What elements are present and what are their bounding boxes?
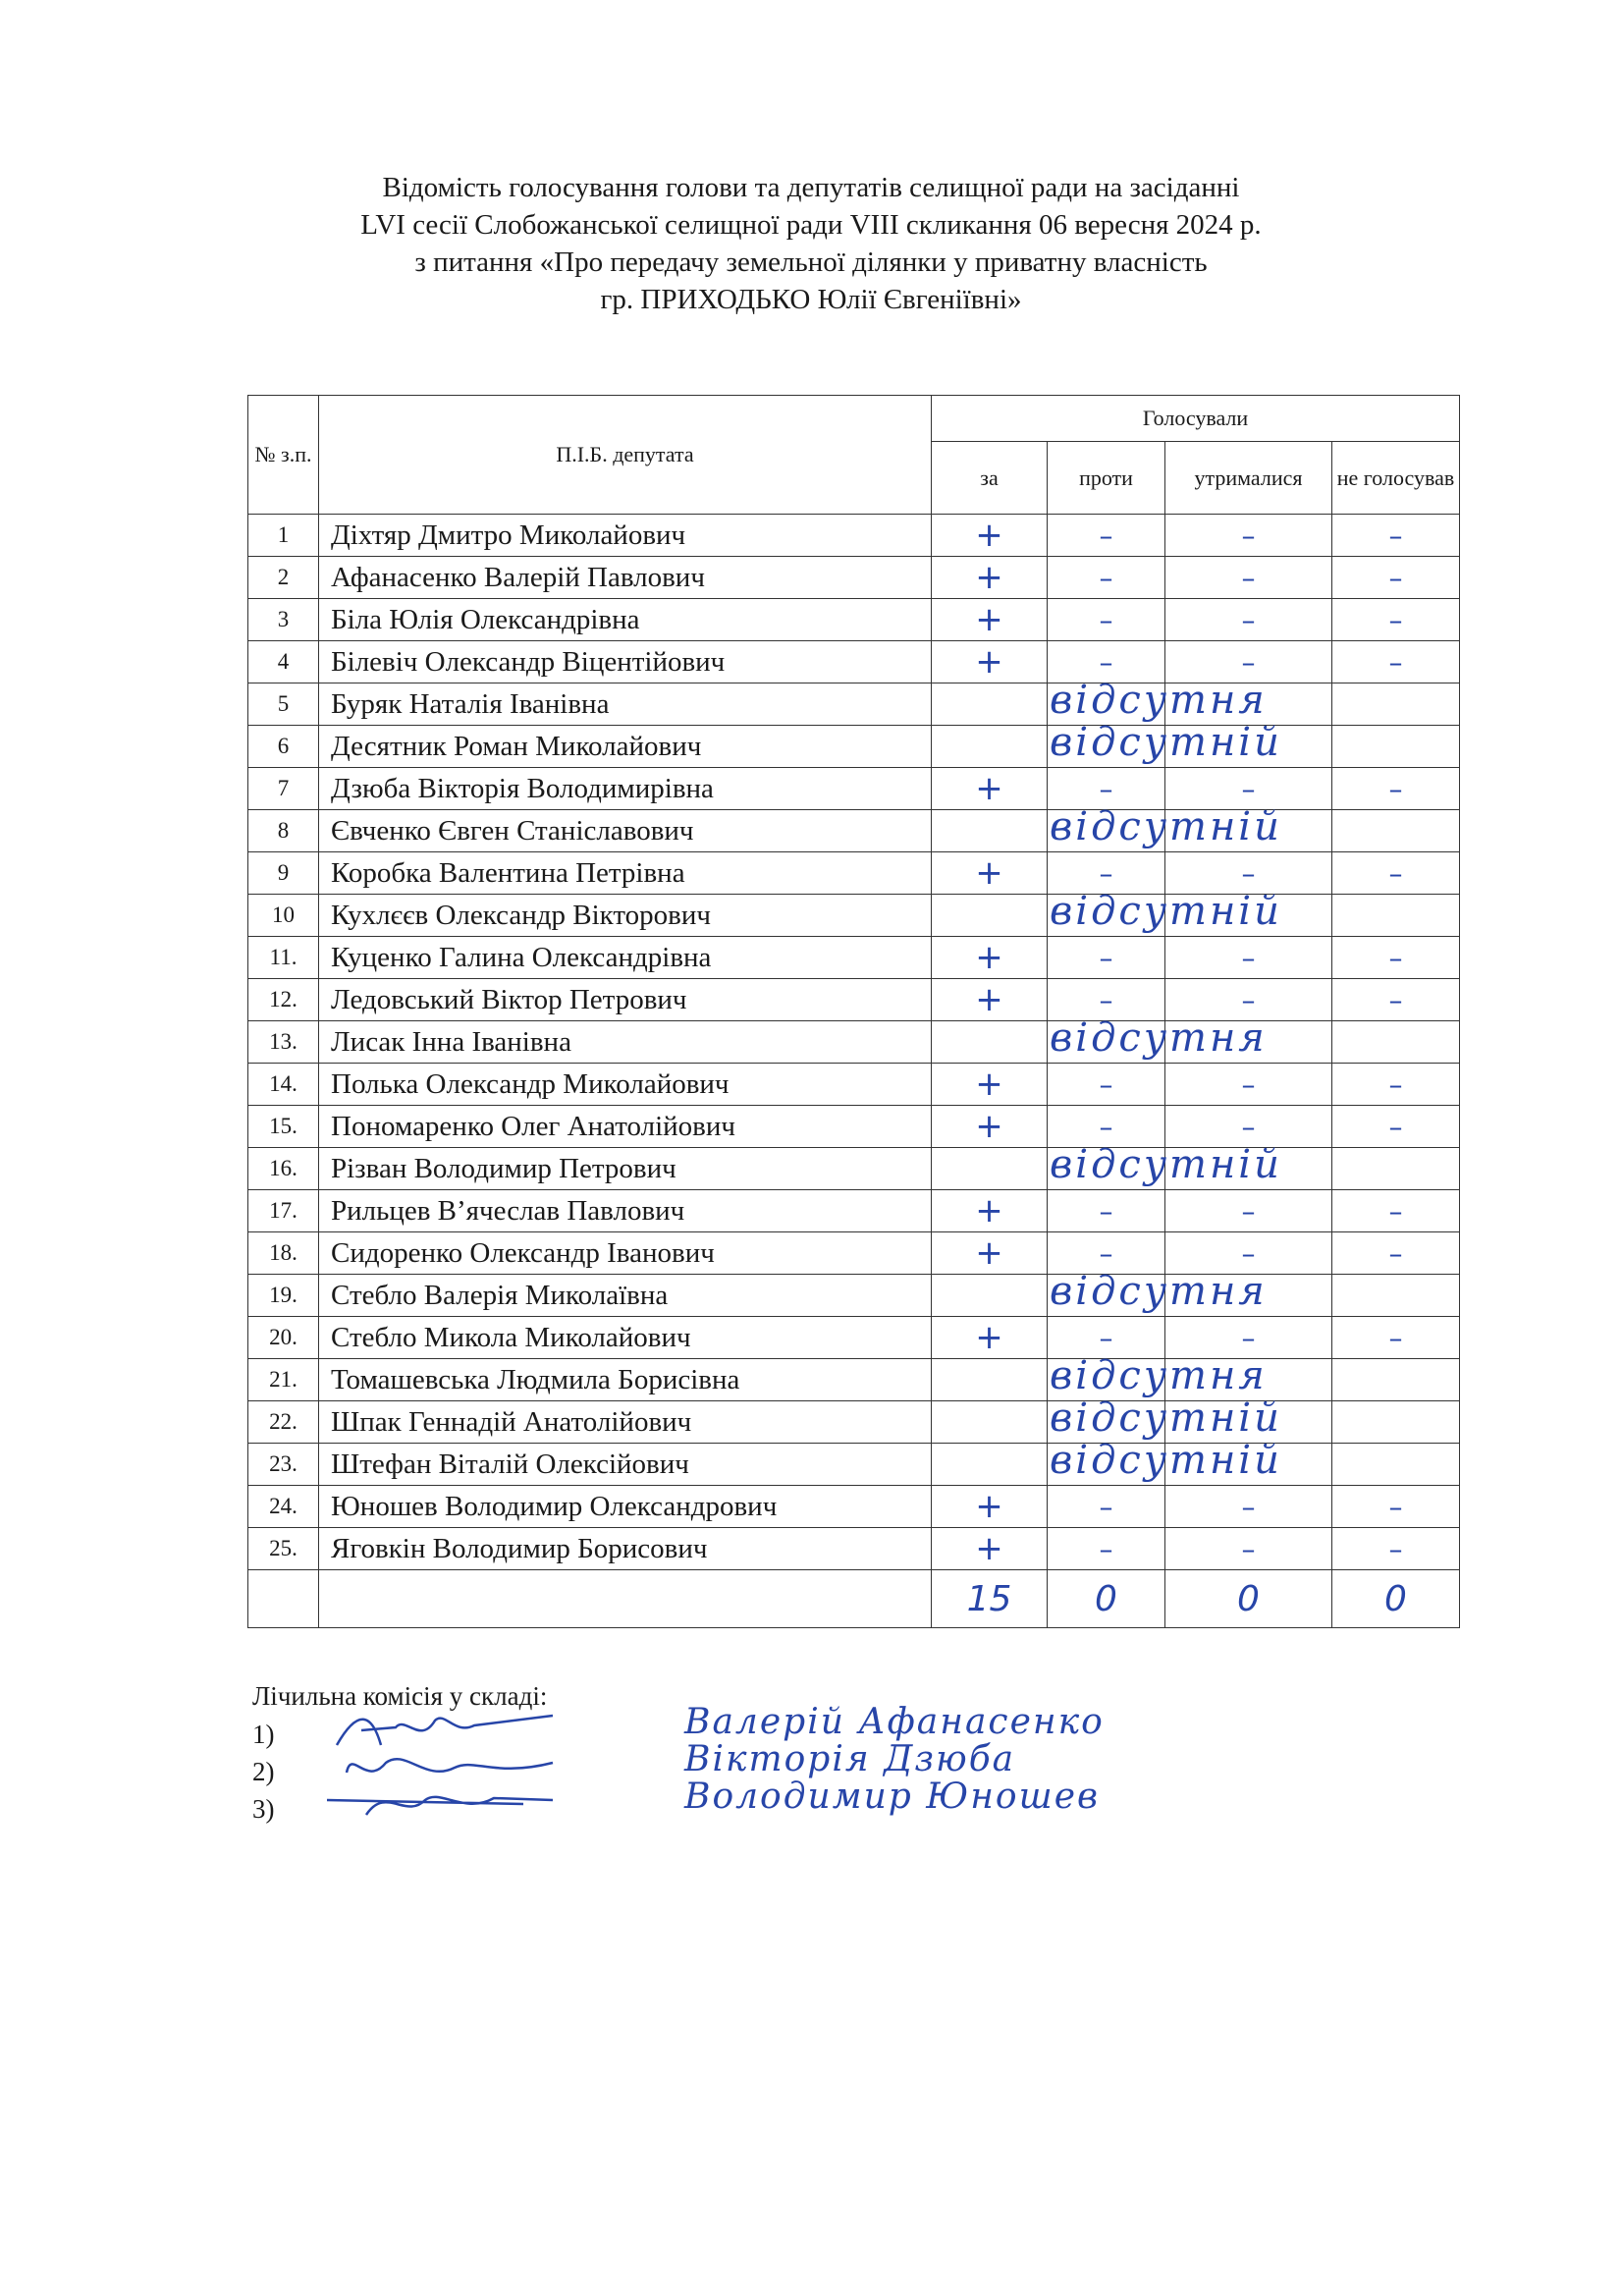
vote-abstained — [1165, 810, 1332, 852]
header-voted: Голосували — [932, 396, 1460, 442]
vote-not-voted: – — [1332, 599, 1460, 641]
table-row — [248, 810, 1460, 852]
vote-against — [1048, 895, 1165, 937]
row-number: 9 — [248, 852, 319, 895]
absent-mark: відсутня — [1050, 1015, 1268, 1061]
absent-mark: відсутній — [1050, 889, 1282, 934]
vote-against — [1048, 1275, 1165, 1317]
vote-not-voted: – — [1332, 1064, 1460, 1106]
vote-abstained: – — [1165, 515, 1332, 557]
vote-for: + — [932, 1232, 1048, 1275]
deputy-name: Різван Володимир Петрович — [319, 1148, 932, 1190]
vote-for — [932, 1395, 1282, 1444]
table-row — [248, 1317, 1460, 1359]
row-number: 10 — [248, 895, 319, 937]
title-line-2: LVI сесії Слобожанської селищної ради VIII скликання 06 вересня 2024 р. — [360, 209, 1262, 241]
row-number: 5 — [248, 683, 319, 726]
table-row — [248, 1486, 1460, 1528]
member-index: 1) — [252, 1720, 275, 1749]
deputy-name: Полька Олександр Миколайович — [319, 1064, 932, 1106]
absent-mark: відсутній — [1050, 720, 1282, 765]
deputy-name: Афанасенко Валерій Павлович — [319, 557, 932, 599]
header-for: за — [932, 442, 1048, 515]
vote-for — [932, 1353, 1268, 1401]
deputy-name: Буряк Наталія Іванівна — [319, 683, 932, 726]
member-index: 3) — [252, 1794, 275, 1824]
vote-abstained — [1165, 1021, 1332, 1064]
vote-abstained: – — [1165, 557, 1332, 599]
row-number: 2 — [248, 557, 319, 599]
vote-against: – — [1048, 641, 1165, 683]
vote-against — [1048, 1148, 1165, 1190]
vote-against: – — [1048, 1064, 1165, 1106]
row-number: 7 — [248, 768, 319, 810]
table-row — [248, 1528, 1460, 1570]
deputy-name: Яговкін Володимир Борисович — [319, 1528, 932, 1570]
absent-mark: відсутня — [1050, 1353, 1268, 1398]
row-number: 1 — [248, 515, 319, 557]
deputy-name: Дзюба Вікторія Володимирівна — [319, 768, 932, 810]
row-number: 18. — [248, 1232, 319, 1275]
member-index: 2) — [252, 1757, 275, 1786]
deputy-name: Білевіч Олександр Віцентійович — [319, 641, 932, 683]
deputy-name: Ледовський Віктор Петрович — [319, 979, 932, 1021]
deputy-name: Євченко Євген Станіславович — [319, 810, 932, 852]
vote-not-voted — [1332, 1444, 1460, 1486]
deputy-name: Рильцев В’ячеслав Павлович — [319, 1190, 932, 1232]
row-number: 23. — [248, 1444, 319, 1486]
vote-not-voted — [1332, 1275, 1460, 1317]
vote-for: + — [932, 979, 1048, 1021]
row-number: 15. — [248, 1106, 319, 1148]
vote-for — [932, 1269, 1268, 1317]
absent-mark: відсутня — [1050, 1269, 1268, 1314]
total-abstained: 0 — [1165, 1570, 1332, 1628]
vote-not-voted: – — [1332, 1106, 1460, 1148]
table-row — [248, 641, 1460, 683]
vote-against: – — [1048, 768, 1165, 810]
vote-for — [932, 720, 1282, 768]
row-number: 3 — [248, 599, 319, 641]
vote-against — [1048, 1444, 1165, 1486]
deputy-name: Діхтяр Дмитро Миколайович — [319, 515, 932, 557]
vote-not-voted — [1332, 683, 1460, 726]
deputy-name: Біла Юлія Олександрівна — [319, 599, 932, 641]
vote-not-voted — [1332, 1359, 1460, 1401]
table-row — [248, 1021, 1460, 1064]
vote-against — [1048, 1021, 1165, 1064]
vote-for: + — [932, 1064, 1048, 1106]
counting-commission — [252, 1681, 1105, 1831]
row-number: 21. — [248, 1359, 319, 1401]
title-line-4: гр. ПРИХОДЬКО Юлії Євгеніївні» — [600, 284, 1022, 315]
totals-num — [248, 1570, 319, 1628]
vote-for: + — [932, 599, 1048, 641]
vote-abstained: – — [1165, 979, 1332, 1021]
vote-not-voted: – — [1332, 1486, 1460, 1528]
deputy-name: Коробка Валентина Петрівна — [319, 852, 932, 895]
vote-abstained: – — [1165, 852, 1332, 895]
vote-abstained — [1165, 1275, 1332, 1317]
absent-mark: відсутня — [1050, 678, 1268, 723]
row-number: 12. — [248, 979, 319, 1021]
table-row — [248, 557, 1460, 599]
row-number: 24. — [248, 1486, 319, 1528]
deputy-name: Стебло Микола Миколайович — [319, 1317, 932, 1359]
vote-not-voted: – — [1332, 515, 1460, 557]
table-row — [248, 515, 1460, 557]
vote-against — [1048, 810, 1165, 852]
member-name: Вікторія Дзюба — [684, 1739, 1016, 1779]
row-number: 14. — [248, 1064, 319, 1106]
vote-for — [932, 889, 1282, 937]
vote-for: + — [932, 768, 1048, 810]
vote-for: + — [932, 1528, 1048, 1570]
row-number: 4 — [248, 641, 319, 683]
totals-row — [248, 1570, 1460, 1628]
vote-abstained: – — [1165, 1190, 1332, 1232]
vote-not-voted: – — [1332, 768, 1460, 810]
table-row — [248, 1190, 1460, 1232]
deputy-name: Сидоренко Олександр Іванович — [319, 1232, 932, 1275]
vote-abstained: – — [1165, 1317, 1332, 1359]
vote-against: – — [1048, 852, 1165, 895]
table-row — [248, 726, 1460, 768]
vote-against: – — [1048, 1317, 1165, 1359]
commission-label: Лічильна комісія у складі: — [252, 1681, 548, 1711]
deputy-name: Кухлєєв Олександр Вікторович — [319, 895, 932, 937]
row-number: 17. — [248, 1190, 319, 1232]
vote-not-voted — [1332, 1148, 1460, 1190]
vote-abstained: – — [1165, 768, 1332, 810]
vote-against: – — [1048, 1232, 1165, 1275]
deputy-name: Штефан Віталій Олексійович — [319, 1444, 932, 1486]
absent-mark: відсутній — [1050, 804, 1282, 849]
absent-mark: відсутній — [1050, 1395, 1282, 1441]
vote-against: – — [1048, 1106, 1165, 1148]
vote-for: + — [932, 1486, 1048, 1528]
vote-for: + — [932, 1106, 1048, 1148]
member-name: Володимир Юношев — [684, 1777, 1100, 1817]
header-num: № з.п. — [248, 396, 319, 515]
header-against: проти — [1048, 442, 1165, 515]
vote-abstained: – — [1165, 1232, 1332, 1275]
deputy-name: Стебло Валерія Миколаївна — [319, 1275, 932, 1317]
header-not-voted: не голосував — [1332, 442, 1460, 515]
deputy-name: Юношев Володимир Олександрович — [319, 1486, 932, 1528]
vote-for — [932, 678, 1268, 726]
vote-abstained — [1165, 1444, 1332, 1486]
vote-abstained — [1165, 1148, 1332, 1190]
vote-against: – — [1048, 1486, 1165, 1528]
row-number: 25. — [248, 1528, 319, 1570]
vote-not-voted — [1332, 1401, 1460, 1444]
vote-not-voted: – — [1332, 1528, 1460, 1570]
vote-against — [1048, 726, 1165, 768]
title-line-1: Відомість голосування голови та депутатів селищної ради на засіданні — [382, 172, 1240, 203]
absent-mark: відсутній — [1050, 1438, 1282, 1483]
vote-not-voted: – — [1332, 852, 1460, 895]
table-row — [248, 1275, 1460, 1317]
vote-abstained: – — [1165, 641, 1332, 683]
row-number: 11. — [248, 937, 319, 979]
table-row — [248, 1444, 1460, 1486]
vote-for — [932, 1015, 1268, 1064]
vote-not-voted: – — [1332, 641, 1460, 683]
vote-for: + — [932, 937, 1048, 979]
vote-abstained: – — [1165, 937, 1332, 979]
table-row — [248, 1148, 1460, 1190]
commission-member — [252, 1777, 1100, 1831]
row-number: 19. — [248, 1275, 319, 1317]
vote-for — [932, 1438, 1282, 1486]
vote-not-voted — [1332, 726, 1460, 768]
vote-against: – — [1048, 937, 1165, 979]
table-row — [248, 895, 1460, 937]
document-title — [0, 169, 1622, 318]
total-against: 0 — [1048, 1570, 1165, 1628]
absent-mark: відсутній — [1050, 1142, 1282, 1187]
row-number: 20. — [248, 1317, 319, 1359]
vote-abstained — [1165, 895, 1332, 937]
total-for: 15 — [932, 1570, 1048, 1628]
vote-abstained: – — [1165, 599, 1332, 641]
vote-not-voted: – — [1332, 937, 1460, 979]
vote-abstained: – — [1165, 1064, 1332, 1106]
table-row — [248, 1064, 1460, 1106]
vote-for: + — [932, 1317, 1048, 1359]
vote-for: + — [932, 1190, 1048, 1232]
vote-abstained: – — [1165, 1528, 1332, 1570]
totals-name — [319, 1570, 932, 1628]
vote-not-voted — [1332, 810, 1460, 852]
voting-table — [247, 395, 1460, 1628]
voting-table-body — [248, 515, 1460, 1570]
deputy-name: Лисак Інна Іванівна — [319, 1021, 932, 1064]
member-name: Валерій Афанасенко — [684, 1702, 1105, 1742]
vote-not-voted: – — [1332, 1190, 1460, 1232]
header-abstained: утрималися — [1165, 442, 1332, 515]
row-number: 16. — [248, 1148, 319, 1190]
row-number: 13. — [248, 1021, 319, 1064]
vote-not-voted: – — [1332, 557, 1460, 599]
deputy-name: Шпак Геннадій Анатолійович — [319, 1401, 932, 1444]
vote-not-voted — [1332, 1021, 1460, 1064]
vote-against: – — [1048, 515, 1165, 557]
vote-not-voted: – — [1332, 1317, 1460, 1359]
table-row — [248, 937, 1460, 979]
vote-against: – — [1048, 557, 1165, 599]
row-number: 8 — [248, 810, 319, 852]
total-not-voted: 0 — [1332, 1570, 1460, 1628]
vote-not-voted: – — [1332, 979, 1460, 1021]
vote-for: + — [932, 515, 1048, 557]
table-row — [248, 1232, 1460, 1275]
header-name: П.І.Б. депутата — [319, 396, 932, 515]
deputy-name: Пономаренко Олег Анатолійович — [319, 1106, 932, 1148]
deputy-name: Томашевська Людмила Борисівна — [319, 1359, 932, 1401]
vote-against: – — [1048, 979, 1165, 1021]
row-number: 6 — [248, 726, 319, 768]
deputy-name: Куценко Галина Олександрівна — [319, 937, 932, 979]
signature-3 — [327, 1780, 563, 1830]
table-row — [248, 979, 1460, 1021]
vote-not-voted — [1332, 895, 1460, 937]
title-line-3: з питання «Про передачу земельної ділянки у приватну власність — [414, 246, 1208, 278]
vote-abstained: – — [1165, 1486, 1332, 1528]
vote-for: + — [932, 557, 1048, 599]
vote-abstained: – — [1165, 1106, 1332, 1148]
vote-against: – — [1048, 1528, 1165, 1570]
deputy-name: Десятник Роман Миколайович — [319, 726, 932, 768]
vote-for: + — [932, 852, 1048, 895]
vote-against: – — [1048, 599, 1165, 641]
vote-against: – — [1048, 1190, 1165, 1232]
table-row — [248, 599, 1460, 641]
vote-for: + — [932, 641, 1048, 683]
vote-for — [932, 804, 1282, 852]
row-number: 22. — [248, 1401, 319, 1444]
vote-abstained — [1165, 726, 1332, 768]
vote-not-voted: – — [1332, 1232, 1460, 1275]
vote-for — [932, 1142, 1282, 1190]
